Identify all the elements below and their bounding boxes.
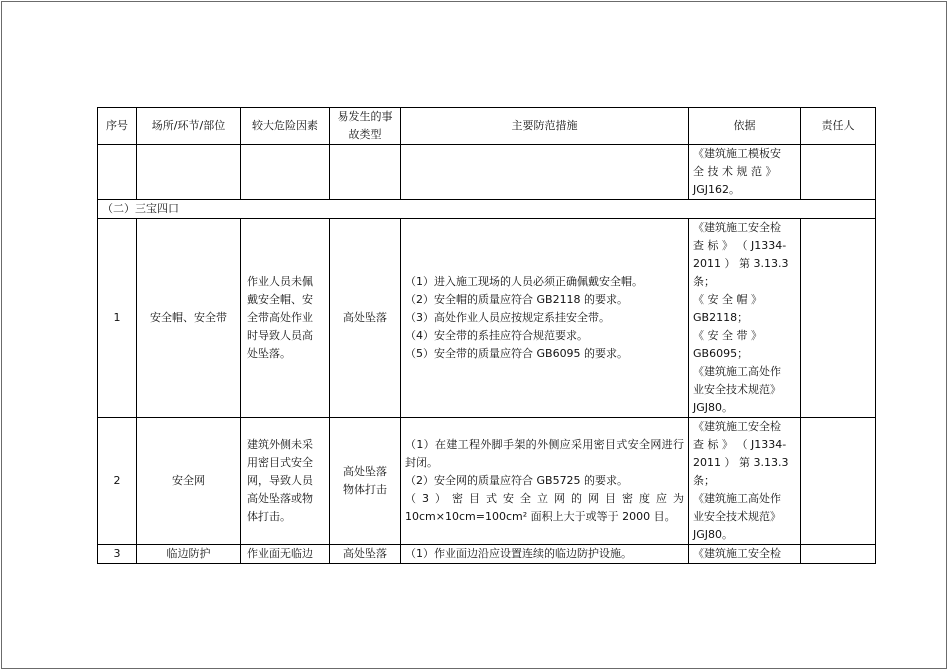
hazard-cell: 作业人员未佩 戴安全帽、安 全带高处作业 时导致人员高 处坠落。 <box>241 219 330 418</box>
accident-type-cell: 高处坠落 <box>330 219 401 418</box>
table-row <box>98 545 876 564</box>
hazard-cell: 建筑外侧未采 用密目式安全 网，导致人员 高处坠落或物 体打击。 <box>241 418 330 545</box>
basis-cell: 《建筑施工安全检 <box>689 545 801 564</box>
continued-row <box>98 145 876 200</box>
section-row <box>98 200 876 219</box>
measures-cell: （1）进入施工现场的人员必须正确佩戴安全帽。 （2）安全帽的质量应符合 GB2118 的要求。 （3）高处作业人员应按规定系挂安全带。 （4）安全带的系挂应符合规范要求。 （5）安全带的质量应符合 GB6095 的要求。 <box>401 219 689 418</box>
location-cell: 安全帽、安全带 <box>137 219 241 418</box>
header-accident-type <box>330 108 401 145</box>
header-accident-line: 故类型 <box>348 128 382 141</box>
basis-cell: 《建筑施工安全检 查 标 》 （ J1334- 2011 ） 第 3.13.3 条； 《建筑施工高处作 业安全技术规范》 JGJ80。 <box>689 418 801 545</box>
header-no: 序号 <box>98 108 137 145</box>
measures-cell: （1）在建工程外脚手架的外侧应采用密目式安全网进行封闭。 （2）安全网的质量应符合 GB5725 的要求。 （3）密目式安全立网的网目密度应为 10cm×10cm=100cm² 面积上大于或等于 2000 目。 <box>401 418 689 545</box>
header-responsible: 责任人 <box>801 108 876 145</box>
row-number: 2 <box>98 418 137 545</box>
header-basis: 依据 <box>689 108 801 145</box>
header-measures: 主要防范措施 <box>401 108 689 145</box>
responsible-cell <box>801 219 876 418</box>
basis-cell: 《建筑施工模板安 全 技 术 规 范 》 JGJ162。 <box>689 145 801 200</box>
row-number: 3 <box>98 545 137 564</box>
header-hazard: 较大危险因素 <box>241 108 330 145</box>
accident-type-cell: 高处坠落 物体打击 <box>330 418 401 545</box>
header-row <box>98 108 876 145</box>
basis-cell: 《建筑施工安全检 查 标 》 （ J1334- 2011 ） 第 3.13.3 条； 《 安 全 帽 》 GB2118； 《 安 全 带 》 GB6095； 《建筑施工高处作 业安全技术规范》 JGJ80。 <box>689 219 801 418</box>
table-row <box>98 219 876 418</box>
responsible-cell <box>801 418 876 545</box>
risk-control-table <box>97 107 876 564</box>
location-cell: 安全网 <box>137 418 241 545</box>
section-title: （二）三宝四口 <box>98 200 876 219</box>
hazard-cell: 作业面无临边 <box>241 545 330 564</box>
measures-cell: （1）作业面边沿应设置连续的临边防护设施。 <box>401 545 689 564</box>
accident-type-cell: 高处坠落 <box>330 545 401 564</box>
responsible-cell <box>801 545 876 564</box>
row-number: 1 <box>98 219 137 418</box>
header-accident-line: 易发生的事 <box>337 110 393 123</box>
location-cell: 临边防护 <box>137 545 241 564</box>
table-row <box>98 418 876 545</box>
header-location: 场所/环节/部位 <box>137 108 241 145</box>
